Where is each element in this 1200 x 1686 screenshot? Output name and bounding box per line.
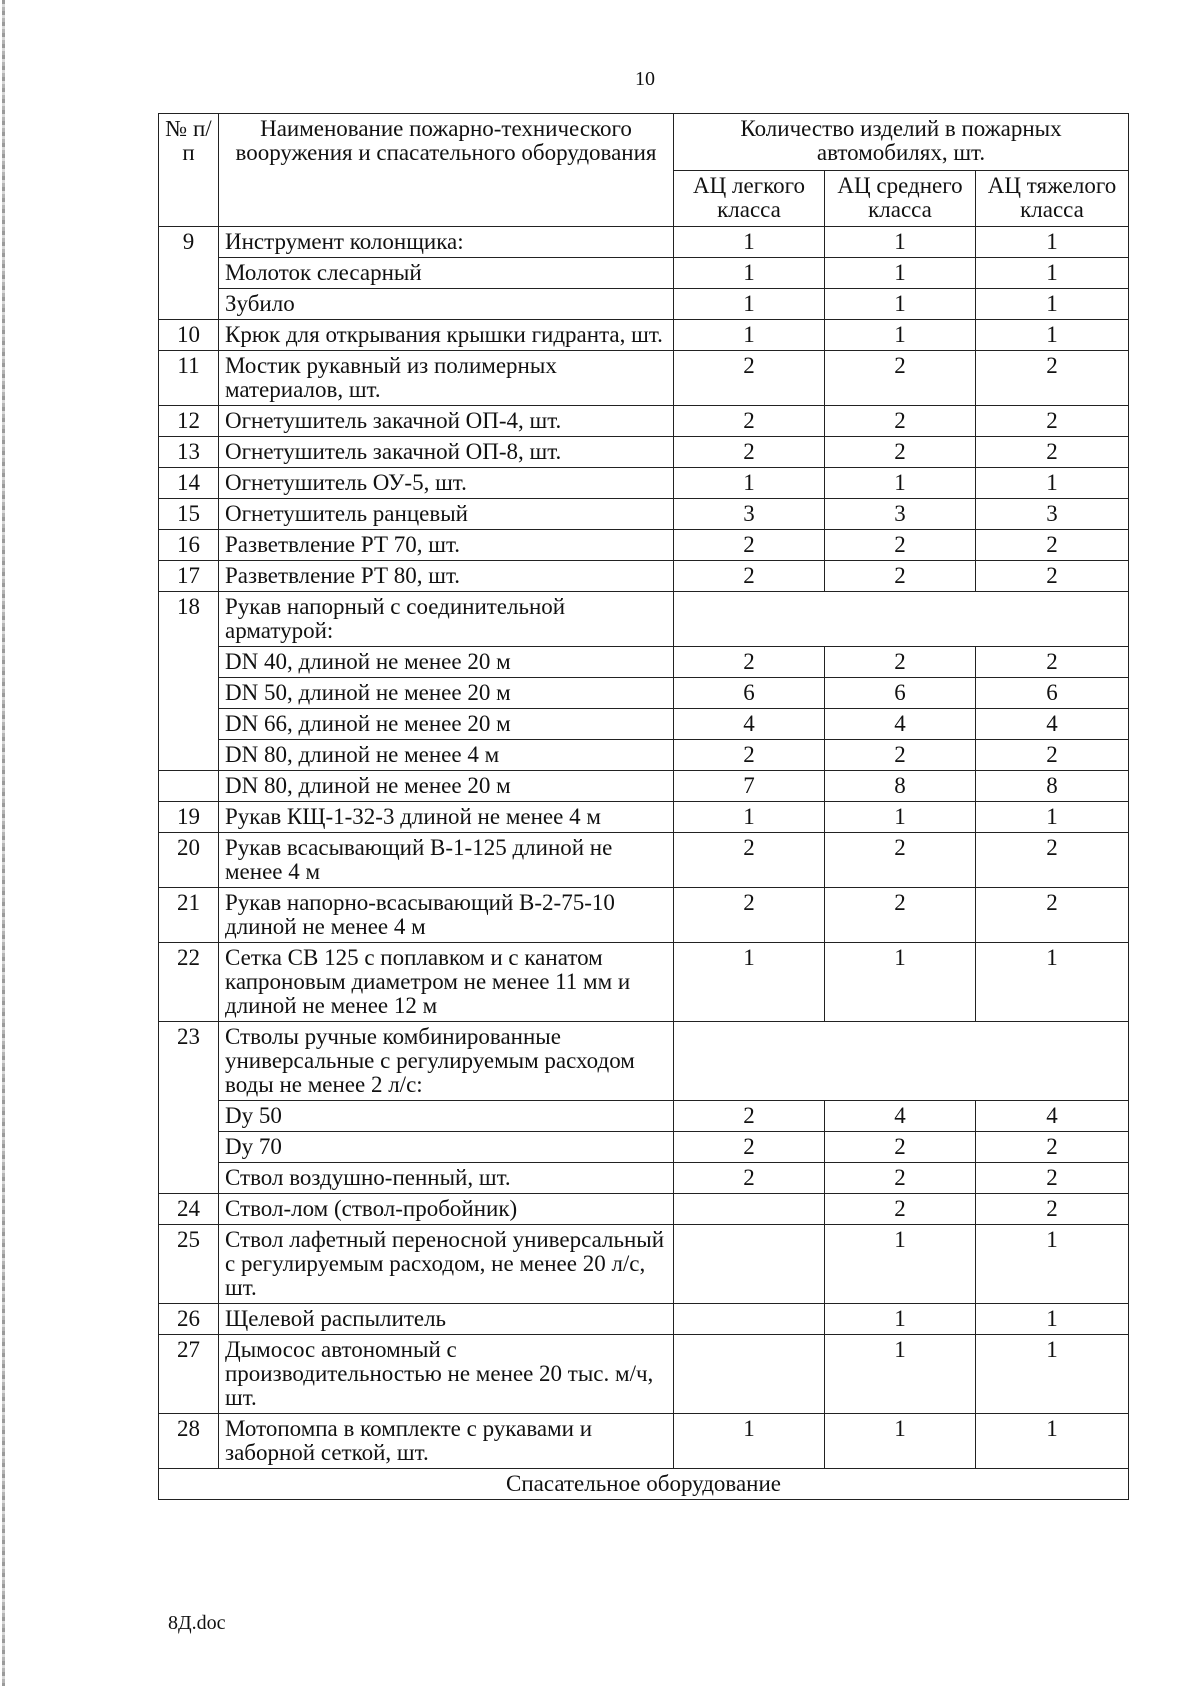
table-row: [159, 802, 1129, 833]
row-qty-light: 1: [674, 320, 825, 351]
row-item-name: Огнетушитель ОУ-5, шт.: [219, 468, 674, 499]
table-row: [159, 1163, 1129, 1194]
row-item-name: Дымосос автономный с производительностью не менее 20 тыс. м/ч, шт.: [219, 1335, 674, 1414]
table-row: [159, 1194, 1129, 1225]
row-qty-heavy: 2: [976, 740, 1129, 771]
row-qty-medium: 1: [825, 227, 976, 258]
row-qty-light: 1: [674, 258, 825, 289]
row-item-name: Ствол воздушно-пенный, шт.: [219, 1163, 674, 1194]
row-qty-heavy: 2: [976, 351, 1129, 406]
row-item-name: DN 40, длиной не менее 20 м: [219, 647, 674, 678]
row-qty-light: 2: [674, 740, 825, 771]
row-qty-medium: 8: [825, 771, 976, 802]
row-number: 12: [159, 406, 219, 437]
row-qty-light: [674, 1194, 825, 1225]
row-number: 16: [159, 530, 219, 561]
row-number: 23: [159, 1022, 219, 1194]
row-number: 19: [159, 802, 219, 833]
row-qty-medium: 2: [825, 561, 976, 592]
row-qty-heavy: 1: [976, 1414, 1129, 1469]
row-qty-heavy: 2: [976, 406, 1129, 437]
row-number: 21: [159, 888, 219, 943]
row-number: 17: [159, 561, 219, 592]
row-qty-heavy: 2: [976, 833, 1129, 888]
row-qty-medium: 2: [825, 740, 976, 771]
table-row: [159, 561, 1129, 592]
row-qty-medium: 2: [825, 833, 976, 888]
header-num: № п/п: [159, 114, 219, 227]
row-qty-heavy: 1: [976, 1335, 1129, 1414]
header-qty-group: Количество изделий в пожарных автомобилях, шт.: [674, 114, 1129, 171]
row-qty-light: 2: [674, 1101, 825, 1132]
table-row: [159, 320, 1129, 351]
row-qty-light: 2: [674, 833, 825, 888]
table-row: [159, 771, 1129, 802]
row-qty-heavy: 4: [976, 709, 1129, 740]
row-qty-medium: 1: [825, 289, 976, 320]
table-row: [159, 227, 1129, 258]
header-name: Наименование пожарно-технического вооружения и спасательного оборудования: [219, 114, 674, 227]
row-qty-empty: [674, 592, 1129, 647]
table-row: [159, 1335, 1129, 1414]
row-qty-heavy: 1: [976, 320, 1129, 351]
header-col-heavy: АЦ тяжелого класса: [976, 170, 1129, 227]
row-qty-heavy: 6: [976, 678, 1129, 709]
row-qty-medium: 1: [825, 1304, 976, 1335]
row-item-name: Разветвление РТ 70, шт.: [219, 530, 674, 561]
table-row: [159, 943, 1129, 1022]
row-qty-medium: 6: [825, 678, 976, 709]
row-item-name: Разветвление РТ 80, шт.: [219, 561, 674, 592]
row-qty-medium: 1: [825, 1335, 976, 1414]
row-qty-medium: 2: [825, 888, 976, 943]
row-qty-heavy: 1: [976, 258, 1129, 289]
row-qty-heavy: 2: [976, 561, 1129, 592]
row-item-name: Dy 70: [219, 1132, 674, 1163]
row-qty-medium: 1: [825, 258, 976, 289]
row-qty-empty: [674, 1022, 1129, 1101]
row-qty-light: 2: [674, 406, 825, 437]
row-number: 27: [159, 1335, 219, 1414]
row-qty-medium: 1: [825, 802, 976, 833]
table-row: [159, 709, 1129, 740]
table-row: [159, 647, 1129, 678]
page-number: 10: [635, 68, 655, 90]
table-header: [159, 114, 1129, 227]
row-qty-medium: 2: [825, 647, 976, 678]
row-qty-heavy: 1: [976, 468, 1129, 499]
row-qty-medium: 4: [825, 1101, 976, 1132]
equipment-table: [158, 113, 1129, 1500]
row-qty-heavy: 2: [976, 1194, 1129, 1225]
table-row: [159, 1132, 1129, 1163]
table-row: [159, 1101, 1129, 1132]
row-item-name: Рукав КЩ-1-32-3 длиной не менее 4 м: [219, 802, 674, 833]
row-item-name: Огнетушитель закачной ОП-4, шт.: [219, 406, 674, 437]
row-qty-heavy: 2: [976, 888, 1129, 943]
table-row: [159, 499, 1129, 530]
row-item-name: DN 50, длиной не менее 20 м: [219, 678, 674, 709]
row-qty-heavy: 1: [976, 1304, 1129, 1335]
scan-edge: [2, 0, 5, 1686]
row-item-name: Зубило: [219, 289, 674, 320]
row-item-name: DN 80, длиной не менее 20 м: [219, 771, 674, 802]
row-qty-light: 2: [674, 647, 825, 678]
table-row: [159, 1022, 1129, 1101]
row-qty-heavy: 8: [976, 771, 1129, 802]
row-qty-light: 1: [674, 468, 825, 499]
row-qty-light: 1: [674, 1414, 825, 1469]
table-row: [159, 437, 1129, 468]
table-row: [159, 833, 1129, 888]
row-qty-light: 1: [674, 802, 825, 833]
row-number: 20: [159, 833, 219, 888]
row-number: 9: [159, 227, 219, 320]
table-row: [159, 592, 1129, 647]
row-qty-light: 1: [674, 289, 825, 320]
row-qty-light: 1: [674, 227, 825, 258]
row-qty-heavy: 1: [976, 943, 1129, 1022]
row-qty-heavy: 2: [976, 1132, 1129, 1163]
row-qty-heavy: 1: [976, 1225, 1129, 1304]
row-qty-heavy: 2: [976, 530, 1129, 561]
row-qty-medium: 1: [825, 1225, 976, 1304]
row-qty-light: 2: [674, 530, 825, 561]
row-qty-heavy: 1: [976, 227, 1129, 258]
table-row: [159, 1414, 1129, 1469]
table-row: [159, 740, 1129, 771]
row-qty-heavy: 1: [976, 289, 1129, 320]
row-qty-medium: 2: [825, 1163, 976, 1194]
row-number: 24: [159, 1194, 219, 1225]
row-item-name: Мостик рукавный из полимерных материалов, шт.: [219, 351, 674, 406]
row-qty-light: 2: [674, 888, 825, 943]
row-qty-medium: 2: [825, 437, 976, 468]
row-item-name: Сетка СВ 125 с поплавком и с канатом капроновым диаметром не менее 11 мм и длиной не менее 12 м: [219, 943, 674, 1022]
row-qty-medium: 2: [825, 406, 976, 437]
table-row: [159, 406, 1129, 437]
row-item-name: Щелевой распылитель: [219, 1304, 674, 1335]
row-item-name: Огнетушитель закачной ОП-8, шт.: [219, 437, 674, 468]
table-body: [159, 227, 1129, 1469]
row-item-name: Ствол-лом (ствол-пробойник): [219, 1194, 674, 1225]
section-title: Спасательное оборудование: [159, 1469, 1129, 1500]
row-qty-light: [674, 1304, 825, 1335]
header-col-light: АЦ легкого класса: [674, 170, 825, 227]
row-qty-heavy: 2: [976, 1163, 1129, 1194]
row-item-name: Dy 50: [219, 1101, 674, 1132]
row-qty-heavy: 2: [976, 437, 1129, 468]
row-qty-medium: 2: [825, 1194, 976, 1225]
row-qty-heavy: 2: [976, 647, 1129, 678]
header-col-medium: АЦ среднего класса: [825, 170, 976, 227]
row-item-name: Крюк для открывания крышки гидранта, шт.: [219, 320, 674, 351]
row-item-name: Огнетушитель ранцевый: [219, 499, 674, 530]
row-qty-light: 7: [674, 771, 825, 802]
row-item-name: Рукав всасывающий В-1-125 длиной не менее 4 м: [219, 833, 674, 888]
row-qty-light: 2: [674, 351, 825, 406]
row-qty-light: 2: [674, 1163, 825, 1194]
row-qty-heavy: 3: [976, 499, 1129, 530]
table-row: [159, 1225, 1129, 1304]
row-item-name: Ствол лафетный переносной универсальный с регулируемым расходом, не менее 20 л/с, шт.: [219, 1225, 674, 1304]
row-qty-medium: 1: [825, 468, 976, 499]
table-row: [159, 1304, 1129, 1335]
row-qty-light: 2: [674, 437, 825, 468]
row-qty-light: [674, 1335, 825, 1414]
row-item-name: Мотопомпа в комплекте с рукавами и заборной сеткой, шт.: [219, 1414, 674, 1469]
row-number: 13: [159, 437, 219, 468]
row-number: 11: [159, 351, 219, 406]
row-number: 25: [159, 1225, 219, 1304]
row-qty-heavy: 4: [976, 1101, 1129, 1132]
row-qty-light: 1: [674, 943, 825, 1022]
row-qty-light: 4: [674, 709, 825, 740]
row-qty-light: 2: [674, 561, 825, 592]
row-number: 18: [159, 592, 219, 771]
table-row: [159, 289, 1129, 320]
row-number: 28: [159, 1414, 219, 1469]
footer-filename: 8Д.doc: [168, 1612, 226, 1634]
row-qty-light: 6: [674, 678, 825, 709]
row-qty-heavy: 1: [976, 802, 1129, 833]
table-row: [159, 468, 1129, 499]
row-qty-medium: 3: [825, 499, 976, 530]
row-number: 14: [159, 468, 219, 499]
table-row: [159, 258, 1129, 289]
row-number: 15: [159, 499, 219, 530]
table-row: [159, 530, 1129, 561]
row-qty-medium: 4: [825, 709, 976, 740]
row-item-name: Рукав напорно-всасывающий В-2-75-10 длиной не менее 4 м: [219, 888, 674, 943]
table-row: [159, 351, 1129, 406]
row-qty-medium: 2: [825, 530, 976, 561]
row-qty-medium: 1: [825, 943, 976, 1022]
row-item-name: Рукав напорный с соединительной арматурой:: [219, 592, 674, 647]
row-qty-light: 2: [674, 1132, 825, 1163]
row-number: 22: [159, 943, 219, 1022]
row-qty-medium: 2: [825, 1132, 976, 1163]
row-qty-medium: 1: [825, 320, 976, 351]
row-qty-light: [674, 1225, 825, 1304]
row-item-name: DN 66, длиной не менее 20 м: [219, 709, 674, 740]
row-qty-light: 3: [674, 499, 825, 530]
row-number: 26: [159, 1304, 219, 1335]
row-number: 10: [159, 320, 219, 351]
row-qty-medium: 2: [825, 351, 976, 406]
table-row: [159, 888, 1129, 943]
row-number: [159, 771, 219, 802]
row-qty-medium: 1: [825, 1414, 976, 1469]
row-item-name: Инструмент колонщика:: [219, 227, 674, 258]
row-item-name: Молоток слесарный: [219, 258, 674, 289]
row-item-name: Стволы ручные комбинированные универсальные с регулируемым расходом воды не менее 2 л/с:: [219, 1022, 674, 1101]
table-row: [159, 678, 1129, 709]
row-item-name: DN 80, длиной не менее 4 м: [219, 740, 674, 771]
